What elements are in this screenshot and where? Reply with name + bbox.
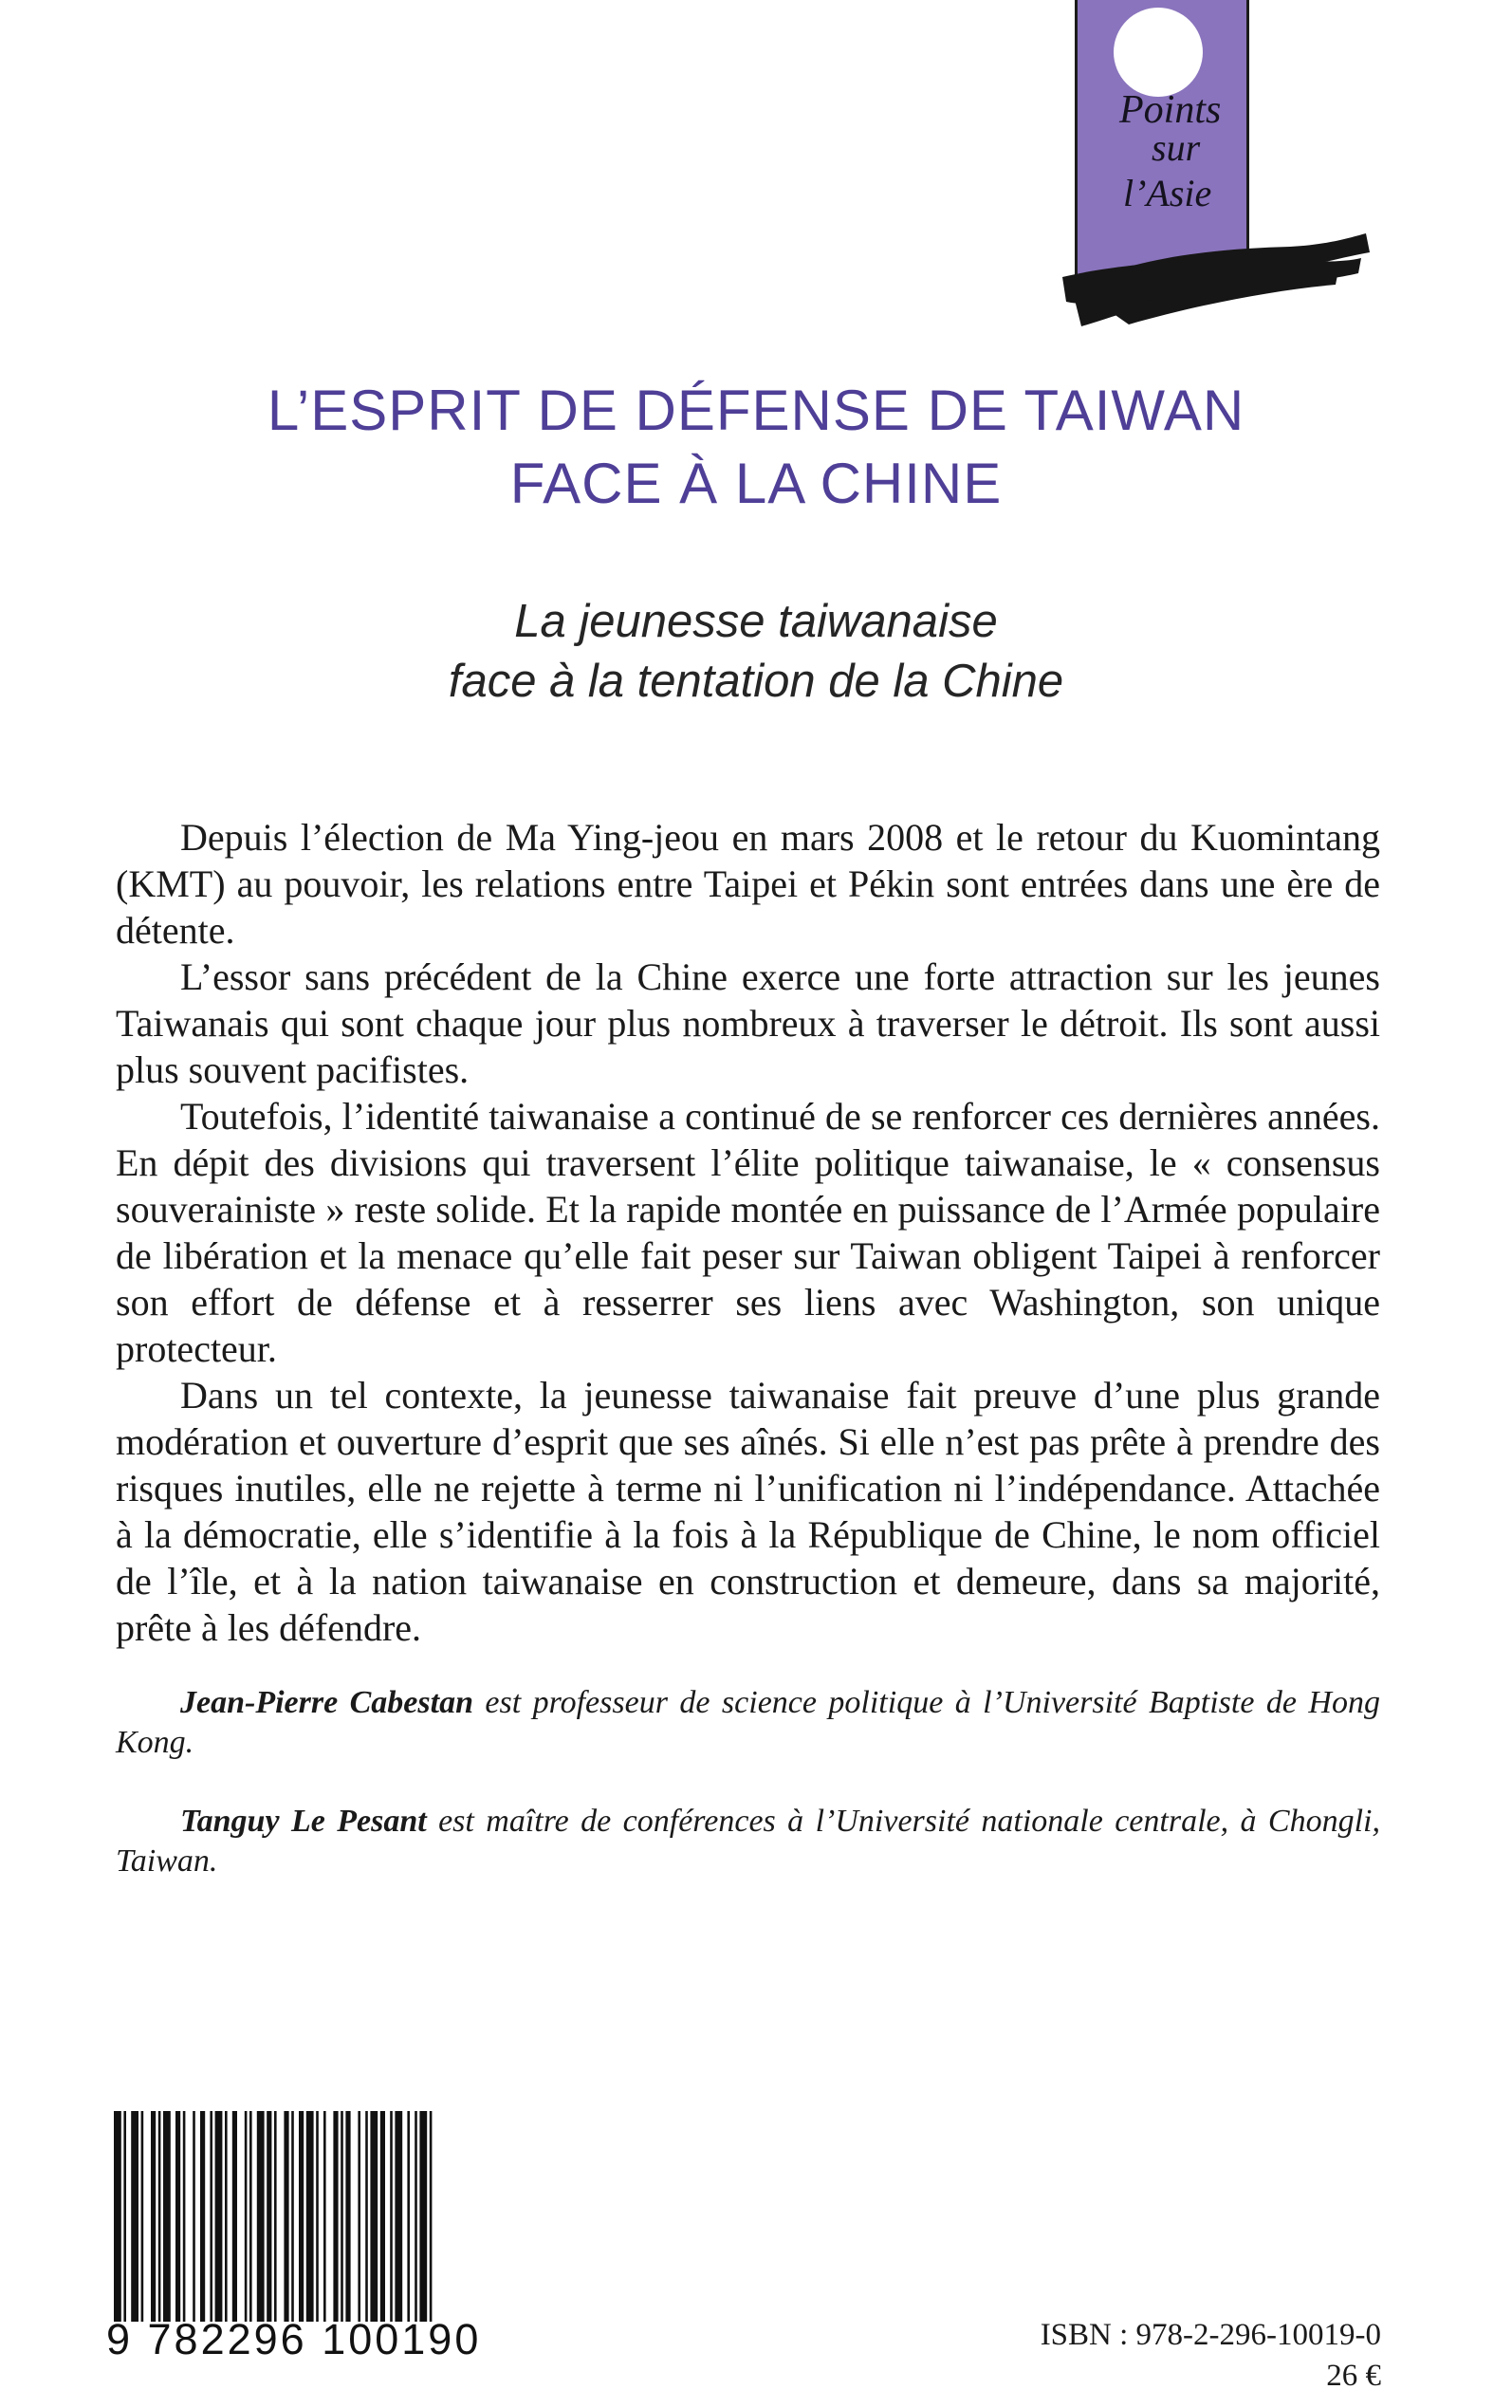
book-title-line-1: L’ESPRIT DE DÉFENSE DE TAIWAN bbox=[267, 379, 1245, 442]
author-description: est maître de conférences à l’Université nationale centrale, à Chongli, Taiwan. bbox=[116, 1804, 1380, 1879]
barcode-bar bbox=[257, 2111, 265, 2322]
price: 26 € bbox=[1326, 2359, 1381, 2393]
barcode bbox=[106, 2111, 524, 2322]
barcode-bar bbox=[419, 2111, 427, 2322]
barcode-bar bbox=[267, 2111, 271, 2322]
barcode-bar bbox=[345, 2111, 350, 2322]
barcode-bar bbox=[141, 2111, 144, 2322]
barcode-bar bbox=[215, 2111, 223, 2322]
book-title-line-2: FACE À LA CHINE bbox=[509, 452, 1003, 515]
author-bio bbox=[116, 1683, 1380, 1763]
barcode-bar bbox=[370, 2111, 378, 2322]
author-name: Tanguy Le Pesant bbox=[180, 1804, 427, 1839]
barcode-bar bbox=[249, 2111, 252, 2322]
barcode-bar bbox=[333, 2111, 338, 2322]
barcode-bar bbox=[175, 2111, 180, 2322]
series-name-line-3: l’Asie bbox=[1123, 172, 1212, 214]
author-bio bbox=[116, 1802, 1380, 1881]
summary-paragraph: L’essor sans précédent de la Chine exerce une forte attraction sur les jeunes Taiwanais qui sont chaque jour plus nombreux à traverser le détroit. Ils sont aussi plus souvent pacifistes. bbox=[116, 955, 1380, 1091]
barcode-bar bbox=[341, 2111, 343, 2322]
barcode-bar bbox=[291, 2111, 294, 2322]
barcode-bar bbox=[123, 2111, 126, 2322]
barcode-bar bbox=[200, 2111, 205, 2322]
barcode-bar bbox=[274, 2111, 277, 2322]
barcode-bar bbox=[323, 2111, 326, 2322]
barcode-bar bbox=[306, 2111, 314, 2322]
barcode-bar bbox=[430, 2111, 433, 2322]
author-bios bbox=[116, 1683, 1380, 1920]
barcode-bar bbox=[316, 2111, 319, 2322]
barcode-bar bbox=[299, 2111, 304, 2322]
back-cover-summary bbox=[116, 814, 1380, 1651]
barcode-bar bbox=[232, 2111, 237, 2322]
summary-paragraph: Dans un tel contexte, la jeunesse taiwanaise fait preuve d’une plus grande modération et ouverture d’esprit que ses aînés. Si elle n’est pas prête à prendre des risques inutiles, elle ne rejette à terme ni l’unification ni l’indépendance. Attachée à la démocratie, elle s’identifie à la fois à la République de Chine, le nom officiel de l’île, et à la nation taiwanaise en construction et demeure, dans sa majorité, prête à les défendre. bbox=[116, 1374, 1380, 1649]
barcode-bar bbox=[284, 2111, 288, 2322]
series-logo-circle bbox=[1114, 8, 1203, 97]
summary-paragraph: Depuis l’élection de Ma Ying-jeou en mars 2008 et le retour du Kuomintang (KMT) au pouvoir, les relations entre Taipei et Pékin sont entrées dans une ère de détente. bbox=[116, 816, 1380, 952]
barcode-bar bbox=[395, 2111, 402, 2322]
book-subtitle-line-1: La jeunesse taiwanaise bbox=[514, 596, 998, 647]
barcode-bar bbox=[163, 2111, 171, 2322]
barcode-bar bbox=[131, 2111, 138, 2322]
summary-paragraph: Toutefois, l’identité taiwanaise a continué de se renforcer ces dernières années. En dépit des divisions qui traversent l’élite politique taiwanaise, le « consensus souverainiste » reste solide. Et la rapide montée en puissance de l’Armée populaire de libération et la menace qu’elle fait peser sur Taiwan obligent Taipei à renforcer son effort de défense et à resserrer ses liens avec Washington, son unique protecteur. bbox=[116, 1095, 1380, 1370]
author-name: Jean-Pierre Cabestan bbox=[180, 1685, 473, 1720]
barcode-bar bbox=[245, 2111, 248, 2322]
barcode-bar bbox=[114, 2111, 121, 2322]
series-name-line-1: Points bbox=[1119, 88, 1222, 132]
author-description: est professeur de science politique à l’Université Baptiste de Hong Kong. bbox=[116, 1685, 1380, 1760]
barcode-bar bbox=[183, 2111, 186, 2322]
brush-stroke-decoration bbox=[1053, 220, 1375, 332]
barcode-bar bbox=[225, 2111, 228, 2322]
barcode-bar bbox=[390, 2111, 393, 2322]
barcode-bar bbox=[151, 2111, 156, 2322]
barcode-bar bbox=[365, 2111, 368, 2322]
series-name-line-2: sur bbox=[1152, 126, 1201, 169]
barcode-digits: 9 782296 100190 bbox=[106, 2315, 482, 2363]
barcode-bar bbox=[193, 2111, 195, 2322]
barcode-bar bbox=[415, 2111, 417, 2322]
book-subtitle-line-2: face à la tentation de la Chine bbox=[448, 656, 1064, 707]
barcode-bar bbox=[380, 2111, 385, 2322]
barcode-bar bbox=[407, 2111, 410, 2322]
barcode-bar bbox=[158, 2111, 161, 2322]
isbn: ISBN : 978-2-296-10019-0 bbox=[1040, 2318, 1381, 2352]
barcode-bar bbox=[210, 2111, 212, 2322]
barcode-bar bbox=[358, 2111, 360, 2322]
